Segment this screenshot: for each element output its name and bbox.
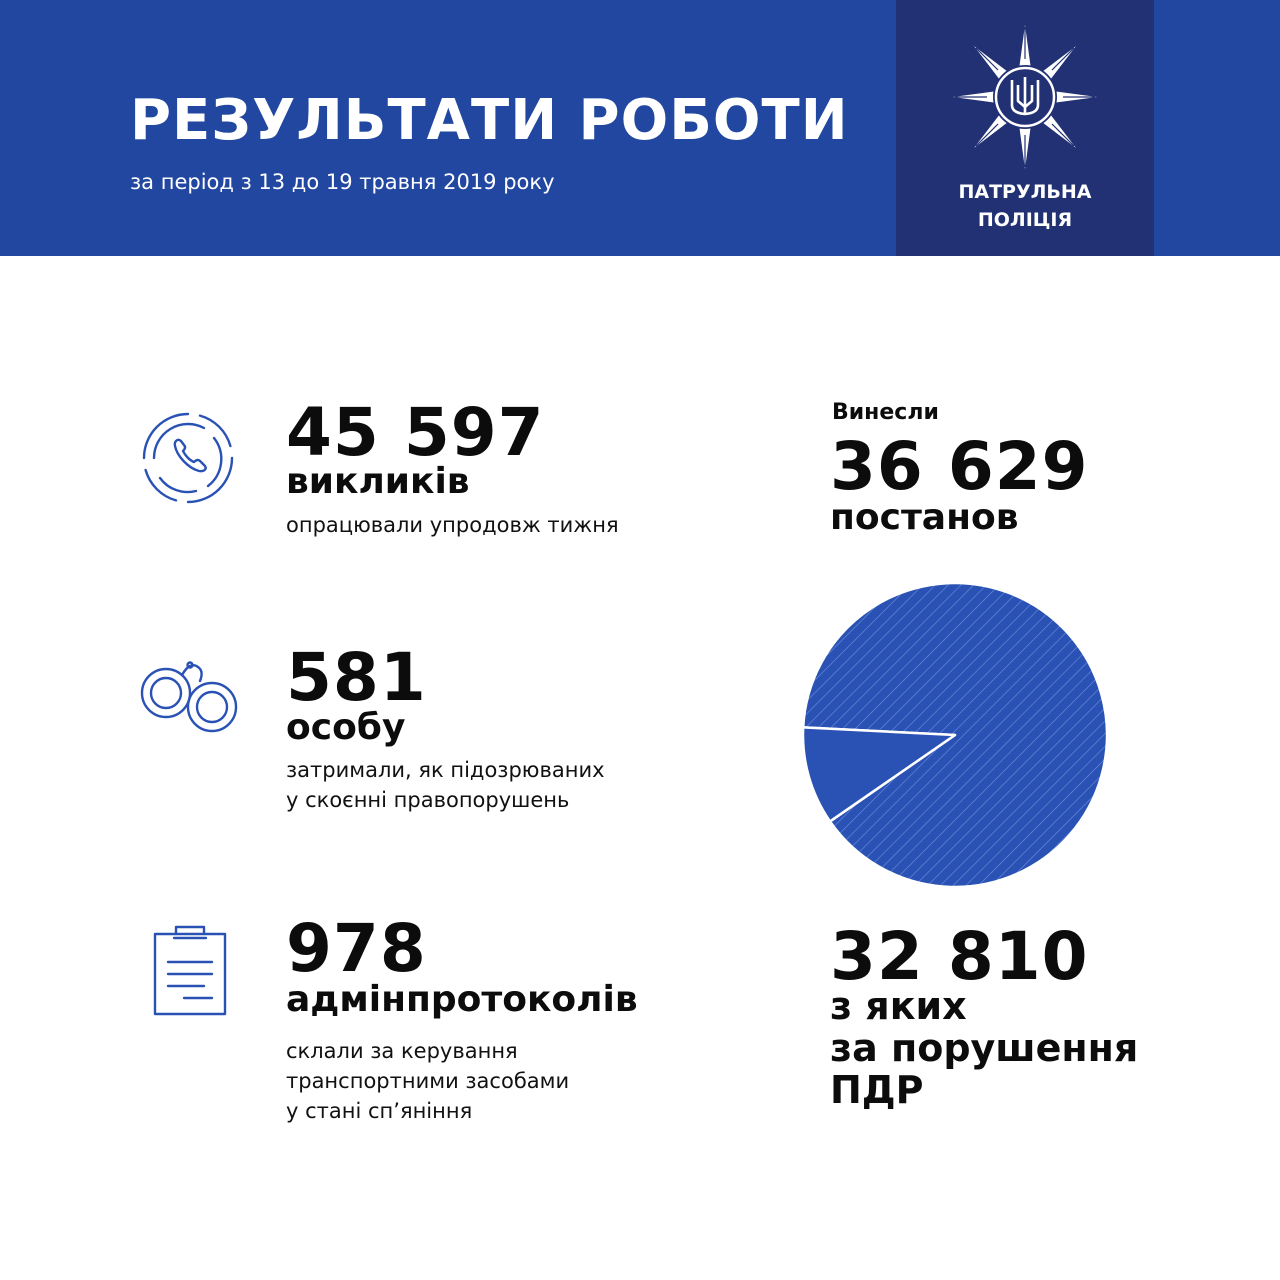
patrol-police-logo xyxy=(896,0,1154,256)
resolutions-unit: постанов xyxy=(830,497,1019,538)
detained-description xyxy=(286,755,605,815)
period-subtitle: за період з 13 до 19 травня 2019 року xyxy=(130,170,555,194)
phone-icon xyxy=(138,408,238,508)
traffic-line1: з яких xyxy=(830,984,967,1028)
protocols-description xyxy=(286,1036,569,1126)
protocols-number: 978 xyxy=(286,910,427,987)
calls-description: опрацювали упродовж тижня xyxy=(286,513,619,537)
resolutions-label: Винесли xyxy=(832,400,939,425)
detained-number: 581 xyxy=(286,639,427,716)
calls-unit: викликів xyxy=(286,461,470,502)
protocols-unit: адмінпротоколів xyxy=(286,979,638,1020)
detained-desc-line1: затримали, як підозрюваних xyxy=(286,758,605,782)
detained-unit: особу xyxy=(286,707,406,748)
logo-text-line1: ПАТРУЛЬНА xyxy=(958,181,1092,203)
traffic-violations-caption xyxy=(830,985,1138,1111)
calls-number: 45 597 xyxy=(286,394,545,471)
logo-text xyxy=(896,178,1154,234)
protocols-desc-line3: у стані сп’яніння xyxy=(286,1099,473,1123)
traffic-line2: за порушення xyxy=(830,1026,1139,1070)
header-banner xyxy=(0,0,1280,256)
logo-text-line2: ПОЛІЦІЯ xyxy=(977,209,1073,231)
handcuffs-icon xyxy=(138,655,242,739)
resolutions-pie-chart xyxy=(800,580,1110,890)
police-star-icon xyxy=(950,22,1100,172)
clipboard-icon xyxy=(150,924,230,1018)
traffic-violations-number: 32 810 xyxy=(830,918,1089,995)
protocols-desc-line1: склали за керування xyxy=(286,1039,518,1063)
resolutions-number: 36 629 xyxy=(830,428,1089,505)
traffic-line3: ПДР xyxy=(830,1068,924,1112)
protocols-desc-line2: транспортними засобами xyxy=(286,1069,570,1093)
page-title: РЕЗУЛЬТАТИ РОБОТИ xyxy=(130,88,849,153)
detained-desc-line2: у скоєнні правопорушень xyxy=(286,788,570,812)
